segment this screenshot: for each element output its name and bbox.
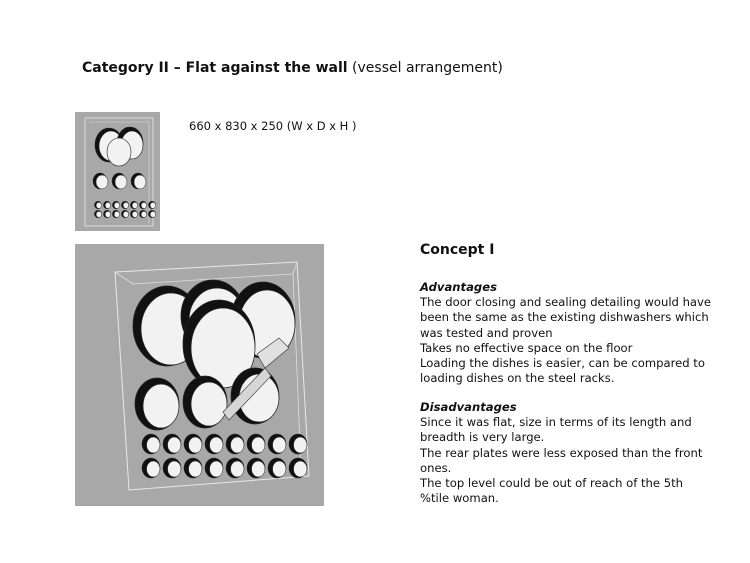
advantages-line: loading dishes on the steel racks.	[420, 371, 615, 386]
disadvantages-line: The top level could be out of reach of the 5th	[420, 476, 683, 491]
concept-render-image	[75, 244, 324, 506]
disadvantages-section	[420, 400, 720, 506]
advantages-section	[420, 280, 720, 386]
disadvantages-line: breadth is very large.	[420, 430, 545, 445]
advantages-line: Loading the dishes is easier, can be compared to	[420, 356, 705, 371]
thumbnail-render-svg	[75, 112, 160, 231]
advantages-heading: Advantages	[420, 280, 497, 294]
disadvantages-line: The rear plates were less exposed than the front	[420, 445, 703, 460]
advantages-line: was tested and proven	[420, 325, 553, 340]
disadvantages-heading: Disadvantages	[420, 400, 517, 414]
title-subtitle: (vessel arrangement)	[347, 60, 503, 76]
page-title	[82, 60, 503, 76]
disadvantages-line: ones.	[420, 460, 452, 475]
concept-title: Concept I	[420, 242, 495, 258]
dimensions-label: 660 x 830 x 250 (W x D x H )	[189, 119, 357, 133]
disadvantages-line: %tile woman.	[420, 491, 499, 506]
advantages-line: been the same as the existing dishwashers which	[420, 310, 709, 325]
thumbnail-render-image	[75, 112, 160, 231]
disadvantages-line: Since it was flat, size in terms of its length and	[420, 415, 692, 430]
advantages-line: The door closing and sealing detailing would have	[420, 295, 712, 310]
concept-render-svg	[75, 244, 324, 506]
title-bold: Category II – Flat against the wall	[82, 60, 348, 76]
advantages-line: Takes no effective space on the floor	[420, 340, 633, 355]
